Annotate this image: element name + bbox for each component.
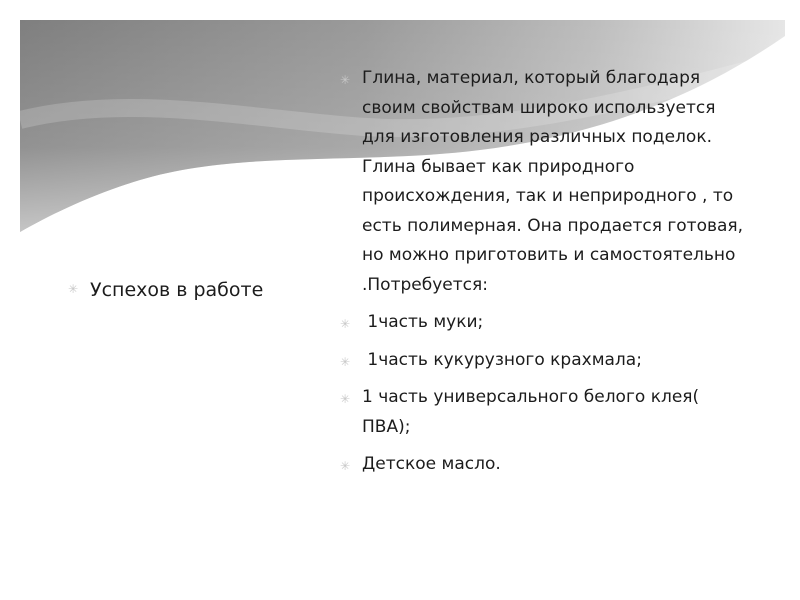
left-bullet — [68, 276, 263, 306]
list-item — [340, 308, 750, 338]
list-item — [340, 346, 750, 376]
list-item-text: Детское масло. — [362, 454, 501, 474]
bullet-marker-icon: ✳ — [68, 282, 79, 296]
list-item — [340, 383, 750, 442]
bullet-marker-icon: ✳ — [340, 354, 351, 369]
left-bullet-text: Успехов в работе — [90, 279, 264, 301]
list-item-text: 1 часть универсального белого клея( ПВА); — [362, 387, 700, 437]
list-item — [340, 64, 750, 300]
bullet-marker-icon: ✳ — [340, 459, 351, 473]
list-item — [340, 450, 750, 480]
bullet-marker-icon: ✳ — [340, 392, 351, 406]
list-item-text: 1часть муки; — [362, 312, 484, 332]
list-item-text: 1часть кукурузного крахмала; — [362, 349, 642, 370]
bullet-marker-icon: ✳ — [340, 73, 351, 87]
list-item-text: Глина, материал, который благодаря своим свойствам широко используется для изготовления различных поделок. Глина бывает как природного происхождения, так и неприродного , то есть полимерная. Она продается готовая, но можно приготовить и самостоятельно .Потребуется: — [362, 68, 744, 295]
right-bullet-list — [340, 64, 750, 488]
bullet-marker-icon: ✳ — [340, 317, 351, 331]
